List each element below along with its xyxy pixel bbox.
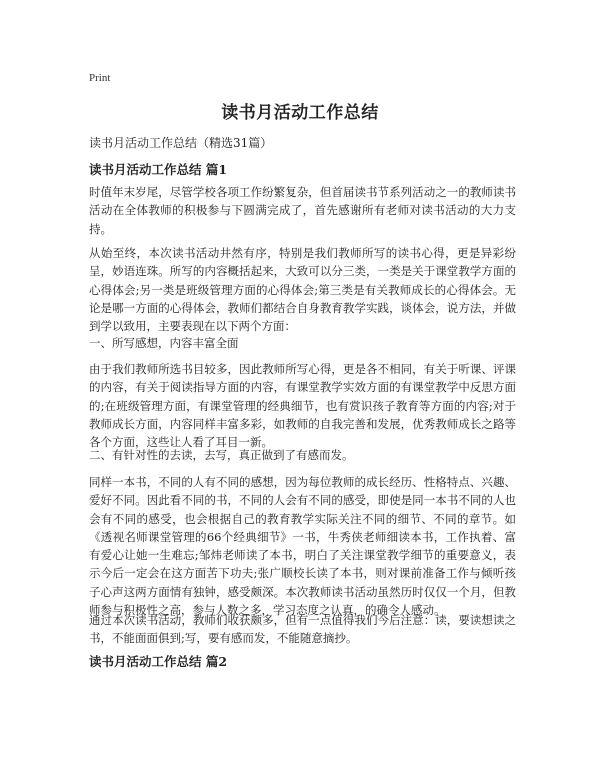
section-heading-2: 读书月活动工作总结 篇2 — [89, 654, 228, 669]
paragraph-subheading: 二、有针对性的去读，去写，真正做到了有感而发。 — [89, 448, 354, 462]
paragraph: 通过本次读书活动，教师们收获颇多，但有一点值得我们今后注意：读，要读想读之书，不能面面俱到;写，要有感而发，不能随意摘抄。 — [89, 613, 516, 646]
section-heading-1: 读书月活动工作总结 篇1 — [89, 162, 228, 177]
paragraph-subheading: 一、所写感想，内容丰富全面 — [89, 336, 239, 350]
paragraph: 从始至终，本次读书活动井然有序，特别是我们教师所写的读书心得，更是异彩纷呈，妙语连珠。所写的内容概括起来，大致可以分三类，一类是关于课堂教学方面的心得体会;另一类是班级管理方面的心得体会;第三类是有关教师成长的心得体会。无论是哪一方面的心得体会，教师们都结合自身教育教学实践，谈体会，说方法，并做到学以致用，主要表现在以下两个方面： — [89, 246, 516, 334]
page-title: 读书月活动工作总结 — [221, 103, 379, 123]
paragraph: 同样一本书，不同的人有不同的感想，因为每位教师的成长经历、性格特点、兴趣、爱好不同。因此看不同的书，不同的人会有不同的感受，即使是同一本书不同的人也会有不同的感受，也会根据自己的教育教学实际关注不同的细节、不同的章节。如《透视名师课堂管理的66个经典细节》一书，牛秀侠老师细读本书，工作执着、富有爱心让她一生难忘;邹炜老师读了本书，明白了关注课堂教学细节的重要意义，表示今后一定会在这方面苦下功夫;张广顺校长读了本书，则对课前准备工作与倾听孩子心声这两方面情有独钟，感受颇深。本次教师读书活动虽然历时仅仅一个月，但教师参与积极性之高，参与人数之多，学习态度之认真，的确令人感动。 — [89, 475, 516, 618]
print-link[interactable]: Print — [89, 72, 111, 84]
paragraph: 由于我们教师所选书目较多，因此教师所写心得，更是各不相同，有关于听课、评课的内容，有关于阅读指导方面的内容，有课堂教学实效方面的有课堂教学中反思方面的;在班级管理方面，有课堂管理的经典细节，也有赏识孩子教育等方面的内容;对于教师成长方面，内容同样丰富多彩，如教师的自我完善和发展，优秀教师成长之路等各个方面，这些让人看了耳目一新。 — [89, 362, 516, 450]
paragraph: 时值年末岁尾，尽管学校各项工作纷繁复杂，但首届读书节系列活动之一的教师读书活动在全体教师的积极参与下圆满完成了，首先感谢所有老师对读书活动的大力支持。 — [89, 185, 516, 236]
document-subtitle: 读书月活动工作总结（精选31篇） — [89, 136, 273, 150]
